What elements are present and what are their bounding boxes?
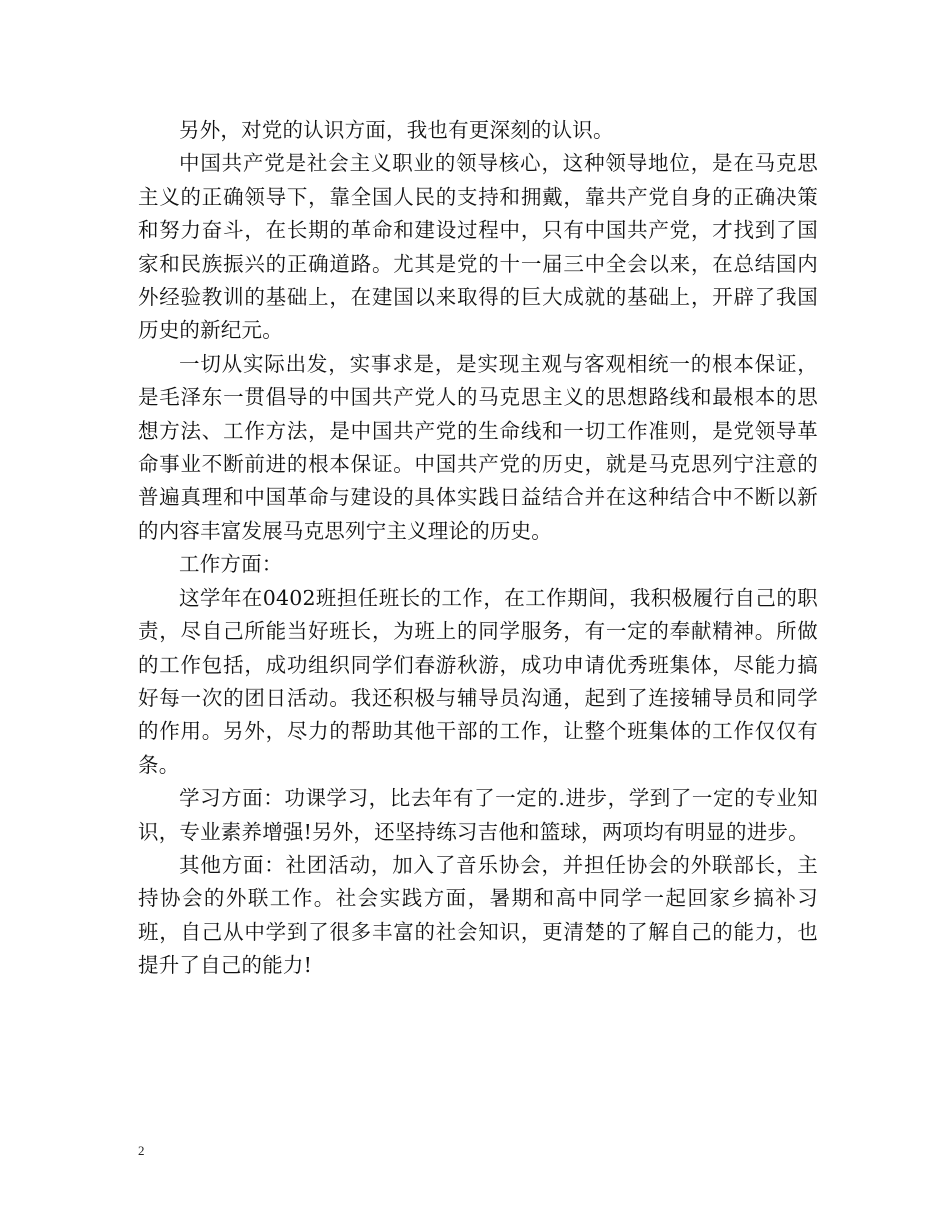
paragraph-other: 其他方面：社团活动，加入了音乐协会，并担任协会的外联部长，主持协会的外联工作。社会实践方面，暑期和高中同学一起回家乡搞补习班，自己从中学到了很多丰富的社会知识，更清楚的了解自己的能力，也提升了自己的能力! [138, 852, 818, 978]
paragraph-party-leadership: 中国共产党是社会主义职业的领导核心，这种领导地位，是在马克思主义的正确领导下，靠全国人民的支持和拥戴，靠共产党自身的正确决策和努力奋斗，在长期的革命和建设过程中，只有中国共产党，才找到了国家和民族振兴的正确道路。尤其是党的十一届三中全会以来，在总结国内外经验教训的基础上，在建国以来取得的巨大成就的基础上，开辟了我国历史的新纪元。 [138, 151, 818, 343]
paragraph-work-details: 这学年在0402班担任班长的工作，在工作期间，我积极履行自己的职责，尽自己所能当好班长，为班上的同学服务，有一定的奉献精神。所做的工作包括，成功组织同学们春游秋游，成功申请优秀班集体，尽能力搞好每一次的团日活动。我还积极与辅导员沟通，起到了连接辅导员和同学的作用。另外，尽力的帮助其他干部的工作，让整个班集体的工作仅仅有条。 [138, 585, 818, 777]
paragraph-seek-truth-from-facts: 一切从实际出发，实事求是，是实现主观与客观相统一的根本保证，是毛泽东一贯倡导的中国共产党人的马克思主义的思想路线和最根本的思想方法、工作方法，是中国共产党的生命线和一切工作准则，是党领导革命事业不断前进的根本保证。中国共产党的历史，就是马克思列宁注意的普遍真理和中国革命与建设的具体实践日益结合并在这种结合中不断以新的内容丰富发展马克思列宁主义理论的历史。 [138, 351, 818, 543]
paragraph-party-understanding-intro: 另外，对党的认识方面，我也有更深刻的认识。 [179, 118, 614, 142]
paragraph-work-heading: 工作方面： [179, 552, 283, 577]
paragraph-study: 学习方面：功课学习，比去年有了一定的.进步，学到了一定的专业知识，专业素养增强!另外，还坚持练习吉他和篮球，两项均有明显的进步。 [138, 786, 818, 844]
page-number: 2 [138, 1143, 145, 1158]
document-body [138, 114, 818, 983]
